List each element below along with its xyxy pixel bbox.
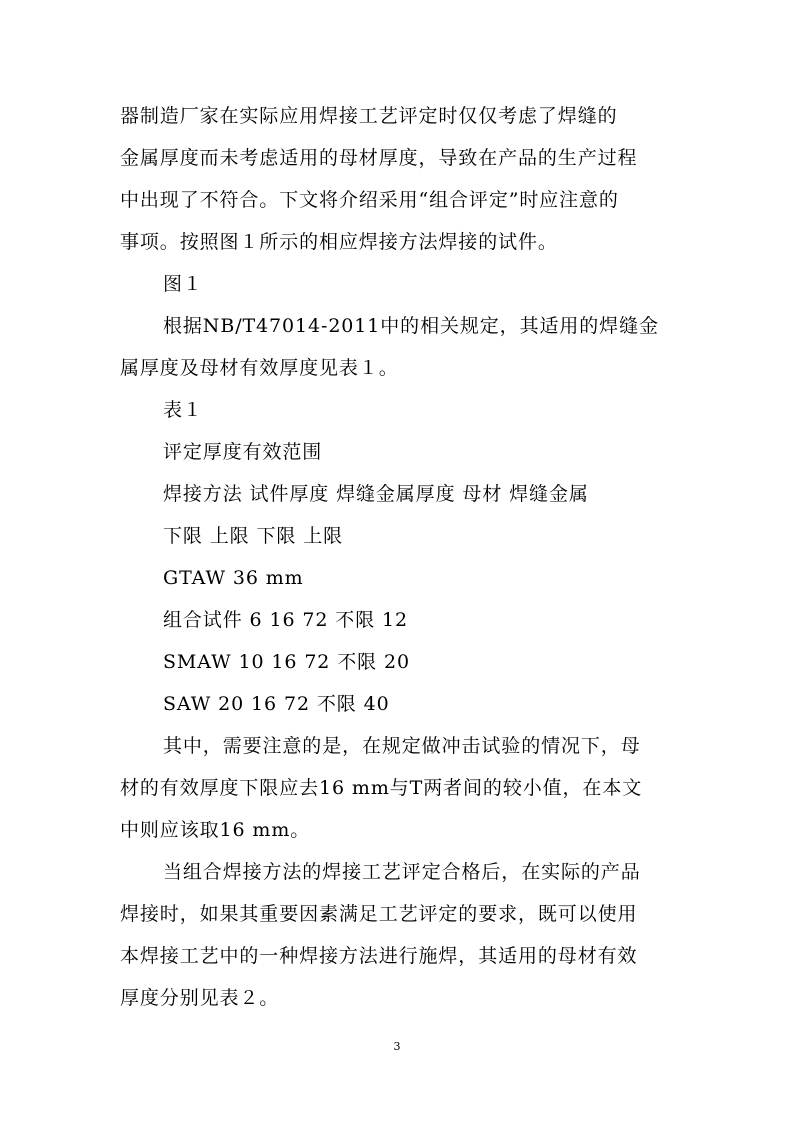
paragraph-line: 其中，需要注意的是，在规定做冲击试验的情况下，母 [163,735,641,757]
table-header-row: 焊接方法 试件厚度 焊缝金属厚度 母材 焊缝金属 [163,483,589,505]
table-title: 评定厚度有效范围 [163,441,323,463]
paragraph-line: 根据NB/T47014-2011中的相关规定，其适用的焊缝金 [163,315,659,337]
figure-caption: 图１ [163,273,203,295]
page-number: 3 [393,1040,401,1053]
paragraph-line: 当组合焊接方法的焊接工艺评定合格后，在实际的产品 [163,861,641,883]
paragraph-line: 本焊接工艺中的一种焊接方法进行施焊，其适用的母材有效 [120,945,638,967]
paragraph-line: 中则应该取16 mm。 [120,819,311,841]
table-row: SAW 20 16 72 不限 40 [163,693,390,715]
table-caption: 表１ [163,399,203,421]
paragraph-line: 事项。按照图１所示的相应焊接方法焊接的试件。 [120,231,558,253]
table-row: SMAW 10 16 72 不限 20 [163,651,410,673]
paragraph-line: 焊接时，如果其重要因素满足工艺评定的要求，既可以使用 [120,903,638,925]
paragraph-line: 中出现了不符合。下文将介绍采用“组合评定”时应注意的 [120,189,619,211]
paragraph-line: 金属厚度而未考虑适用的母材厚度，导致在产品的生产过程 [120,147,638,169]
paragraph-line: 材的有效厚度下限应去16 mm与T两者间的较小值，在本文 [120,777,643,799]
paragraph-line: 属厚度及母材有效厚度见表１。 [120,357,399,379]
table-subheader-row: 下限 上限 下限 上限 [163,525,344,547]
paragraph-line: 器制造厂家在实际应用焊接工艺评定时仅仅考虑了焊缝的 [120,105,618,127]
table-row: GTAW 36 mm [163,567,304,589]
table-row: 组合试件 6 16 72 不限 12 [163,609,409,631]
paragraph-line: 厚度分别见表２。 [120,987,280,1009]
